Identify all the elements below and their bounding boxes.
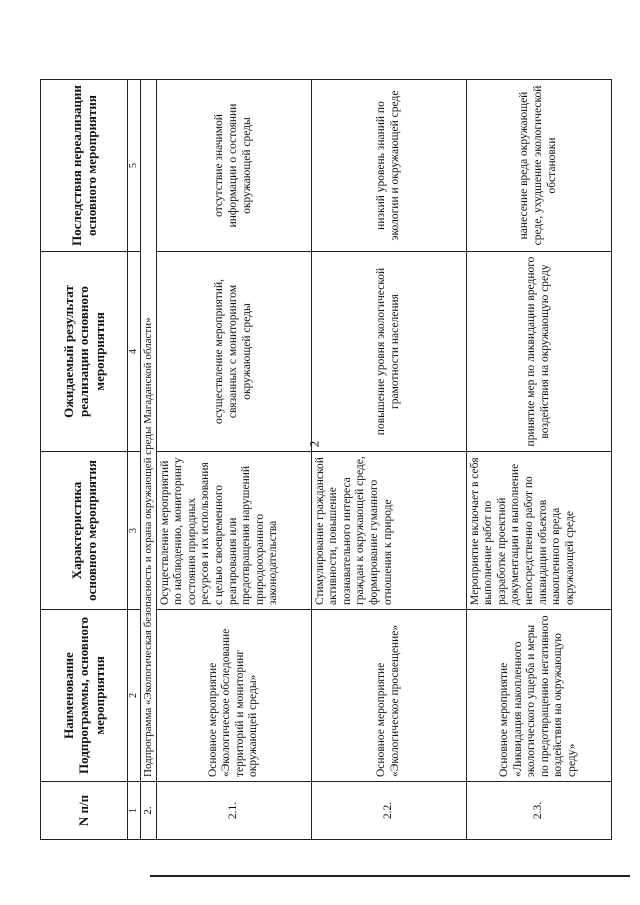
table-row (466, 80, 611, 840)
subprogram-number: 2. (140, 782, 156, 840)
header-characteristic: Характеристика основного мероприятия (41, 452, 128, 610)
measure-name: Основное мероприятие «Ликвидация накопленного экологического ущерба и меры по предотвращению негативного воздействия на окружающую среду» (466, 610, 611, 782)
header-name: Наименование Подпрограммы, основного мероприятия (41, 610, 128, 782)
table-row (156, 80, 311, 840)
column-number: 4 (128, 252, 141, 452)
measure-result: повышение уровня экологической грамотности населения (311, 252, 466, 452)
column-number: 2 (128, 610, 141, 782)
column-number: 3 (128, 452, 141, 610)
measures-table-wrapper (40, 80, 600, 840)
measure-characteristic: Мероприятие включает в себя выполнение работ по разработке проектной документации и выполнение непосредственно работ по ликвидации объектов накопленного вреда окружающей среде (466, 452, 611, 610)
measure-characteristic: Стимулирование гражданской активности, повышение познавательного интереса граждан к окружающей среде, формирование гуманного отношения к природе (311, 452, 466, 610)
measure-name: Основное мероприятие «Экологическое просвещение» (311, 610, 466, 782)
column-number: 1 (128, 782, 141, 840)
page-number: 2 (306, 440, 322, 448)
measure-consequence: низкий уровень знаний по экологии и окружающей среде (311, 80, 466, 252)
measure-consequence: нанесение вреда окружающей среде, ухудшение экологической обстановки (466, 80, 611, 252)
row-number: 2.1. (156, 782, 311, 840)
bottom-rule (150, 875, 630, 877)
measure-result: принятие мер по ликвидации вредного воздействия на окружающую среду (466, 252, 611, 452)
measure-consequence: отсутствие значимой информации о состоянии окружающей среды (156, 80, 311, 252)
measure-characteristic: Осуществление мероприятий по наблюдению, мониторингу состояния природных ресурсов и их использования с целью своевременного реагирования или предотвращения нарушений природоохранного законодательства (156, 452, 311, 610)
row-number: 2.2. (311, 782, 466, 840)
subprogram-title: Подпрограмма «Экологическая безопасность и охрана окружающей среды Магаданской области» (140, 80, 156, 782)
column-number-row (128, 80, 141, 840)
measure-name: Основное мероприятие «Экологическое обследование территорий и мониторинг окружающей среды» (156, 610, 311, 782)
header-row (41, 80, 128, 840)
header-result: Ожидаемый результат реализации основного мероприятия (41, 252, 128, 452)
header-consequence: Последствия нереализации основного мероприятия (41, 80, 128, 252)
header-number: N п/п (41, 782, 128, 840)
measure-result: осуществление мероприятий, связанных с мониторингом окружающей среды (156, 252, 311, 452)
table-row (311, 80, 466, 840)
column-number: 5 (128, 80, 141, 252)
subprogram-row (140, 80, 156, 840)
measures-table (40, 79, 612, 840)
row-number: 2.3. (466, 782, 611, 840)
